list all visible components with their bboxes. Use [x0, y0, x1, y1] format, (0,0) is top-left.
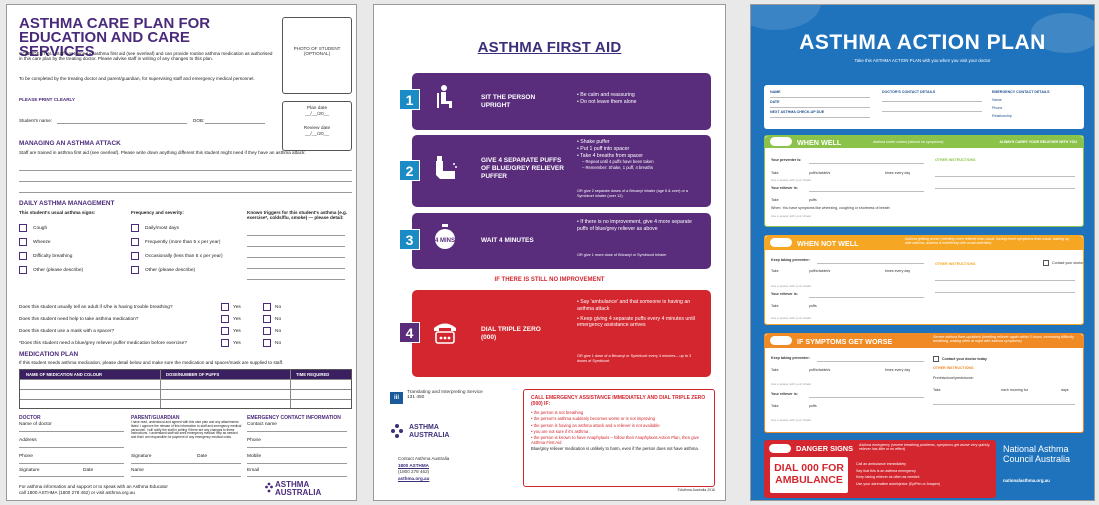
emergency-contact-label: EMERGENCY CONTACT DETAILS: [992, 90, 1050, 94]
step-1-card: [405, 73, 711, 130]
managing-line-3[interactable]: [19, 192, 352, 193]
phone-icon: [432, 318, 458, 346]
print-clearly-label: PLEASE PRINT CLEARLY: [19, 97, 75, 102]
step-4-number: 4: [399, 322, 420, 343]
call-emergency-footer: Blue/grey reliever medication is unlikely to harm, even if the person does not have asthma.: [531, 446, 699, 452]
question-label: *Does this student need a blue/grey reliever puffer medication before exercise?: [19, 341, 187, 346]
frequency-checkbox[interactable]: [131, 252, 139, 260]
no-label: No: [275, 329, 282, 334]
zone-description: Severe asthma flare-up/attack (needing reliever again within 3 hours, increasing difficulty breathing, waking often at night with asthma symptoms): [933, 335, 1075, 344]
no-checkbox[interactable]: [263, 339, 271, 347]
dial-000-box: DIAL 000 FOR AMBULANCE: [770, 457, 848, 493]
other-instructions-label: OTHER INSTRUCTIONS: [935, 262, 976, 266]
days-label: days: [1061, 388, 1069, 392]
med-col-name: NAME OF MEDICATION AND COLOUR: [26, 372, 103, 377]
zone-name: WHEN WELL: [797, 138, 842, 147]
no-label: No: [275, 305, 282, 310]
yes-checkbox[interactable]: [221, 315, 229, 323]
parent-date-label: Date: [197, 454, 208, 459]
no-checkbox[interactable]: [263, 327, 271, 335]
completed-by-text: To be completed by the treating doctor and parent/guardian, for supervising staff and emergency medical personnel.: [19, 76, 255, 81]
step-3-text: • If there is no improvement, give 4 more separate puffs of blue/grey reliever as above: [577, 219, 692, 232]
national-asthma-council-logo: [1003, 445, 1091, 483]
asthma-australia-logo-icon: [390, 423, 404, 439]
yes-label: Yes: [233, 305, 241, 310]
call-emergency-list: • the person is not breathing • the person's asthma suddenly becomes worse or is not improving • the person is having an asthma attack and a reliever is not available • you are not sure if it's asthma • the person is known to have Anaphylaxis – follow their Anaphylaxis Action Plan, then give Asthma First Aid: [531, 410, 699, 446]
take-label: Take: [771, 304, 779, 308]
managing-line-2[interactable]: [19, 181, 352, 182]
zone-badge-icon: [770, 336, 792, 345]
step-3-note: OR give 1 more dose of Bricanyl or Symbicort inhaler: [577, 253, 667, 257]
emergency-field-label: Phone: [247, 438, 261, 443]
doctor-field-label: Signature: [19, 468, 40, 473]
column-divider: [290, 370, 291, 408]
med-col-dose: DOSE/NUMBER OF PUFFS: [166, 372, 220, 377]
when-symptoms-text: When: You have symptoms like wheezing, coughing or shortness of breath: [771, 206, 890, 210]
emergency-contact-field[interactable]: [247, 431, 347, 432]
other-instructions-field[interactable]: [935, 292, 1075, 293]
info-field-label: NAME: [770, 90, 781, 94]
zone-description: Asthma under control (almost no symptoms): [873, 140, 944, 144]
doctor-heading: DOCTOR: [19, 415, 41, 421]
step-2-line: Put 1 puff into spacer: [580, 145, 630, 152]
doctor-contact-field[interactable]: [882, 111, 982, 112]
danger-signs-zone: [764, 440, 996, 498]
other-instructions-field[interactable]: [935, 176, 1075, 177]
review-date-field[interactable]: __/__/20__: [304, 132, 329, 137]
triggers-line[interactable]: [247, 268, 345, 269]
asthma-australia-logo: ASTHMA AUSTRALIA: [409, 424, 450, 439]
when-well-header: [765, 136, 1083, 148]
preventer-field[interactable]: [809, 163, 924, 164]
dose-unit-label: puffs: [809, 198, 817, 202]
dob-field[interactable]: [205, 123, 265, 124]
reliever-field[interactable]: [809, 191, 924, 192]
first-aid-title: ASTHMA FIRST AID: [477, 39, 622, 56]
managing-line-1[interactable]: [19, 170, 352, 171]
table-row[interactable]: [20, 379, 351, 389]
frequency-label: times every day: [885, 368, 911, 372]
reliever-field[interactable]: [809, 297, 924, 298]
question-label: Does this student usually tell an adult if s/he is having trouble breathing?: [19, 305, 173, 310]
step-1-line: Be calm and reassuring: [580, 92, 635, 98]
call-item: the person is not breathing: [533, 410, 584, 415]
call-item: the person is known to have Anaphylaxis – follow their Anaphylaxis Action Plan, then give Asthma First Aid: [531, 435, 699, 446]
puffer-icon: [432, 155, 458, 183]
triggers-line[interactable]: [247, 279, 345, 280]
doctor-contact-label: DOCTOR'S CONTACT DETAILS: [882, 90, 936, 94]
take-label: Take: [771, 368, 779, 372]
step-2-number: 2: [399, 160, 420, 181]
danger-description: Asthma emergency (severe breathing problems, symptoms get worse very quickly, reliever has little or no effect): [859, 443, 991, 452]
confidential-text: CONFIDENTIAL: Staff are trained in asthma first aid (see overleaf) and can provide routine asthma medication as authorised in this care plan by the treating doctor. Please advise staff in writing of any changes to this plan.: [19, 51, 273, 62]
keep-preventer-label: Keep taking preventer:: [771, 258, 810, 262]
step-2-line: Take 4 breaths from spacer: [580, 152, 644, 159]
emergency-mobile-field[interactable]: [247, 463, 347, 464]
step-1-number: 1: [399, 89, 420, 110]
preventer-field[interactable]: [817, 263, 924, 264]
first-aid-contact: [398, 456, 449, 482]
frequency-label: Daily/most days: [145, 226, 179, 231]
danger-list: [856, 461, 940, 487]
info-field-label: DATE: [770, 100, 780, 104]
danger-item: Keep taking reliever as often as needed: [856, 475, 920, 479]
question-label: Does this student use a mask with a spacer?: [19, 329, 115, 334]
org-website[interactable]: nationalasthma.org.au: [1003, 478, 1050, 483]
asthma-australia-logo-icon: [265, 482, 274, 494]
triggers-heading: Known triggers for this student's asthma (e.g. exercise*, colds/flu, smoke) — please detail:: [247, 210, 348, 221]
doctor-signature-field[interactable]: [19, 476, 124, 477]
danger-title: DANGER SIGNS: [796, 444, 854, 453]
sign-checkbox[interactable]: [19, 252, 27, 260]
yes-label: Yes: [233, 341, 241, 346]
parent-signature-field[interactable]: [131, 463, 241, 464]
prednisolone-label: Prednisolone/prednisone:: [933, 376, 974, 380]
parent-name-field[interactable]: [131, 476, 241, 477]
daily-heading: DAILY ASTHMA MANAGEMENT: [19, 200, 115, 207]
step-4-note: OR give 1 dose of a Bricanyl or Symbicort every 4 minutes – up to 3 doses of Symbicort: [577, 354, 692, 363]
medication-table-header: [20, 370, 351, 379]
step-1-line: Do not leave them alone: [580, 98, 637, 105]
other-instructions-label: OTHER INSTRUCTIONS: [935, 158, 976, 162]
emergency-field-label: Contact name: [247, 422, 277, 427]
medication-table: [19, 369, 352, 409]
doctor-date-label: Date: [83, 468, 94, 473]
emergency-field-label: Phone: [992, 106, 1003, 110]
sign-label: Cough: [33, 226, 48, 231]
column-divider: [160, 370, 161, 408]
care-plan-page: [6, 4, 357, 501]
photo-box[interactable]: [282, 17, 352, 94]
spacer-option[interactable]: Use a spacer with your inhaler: [771, 214, 812, 218]
call-item: the person is having an asthma attack and a reliever is not available: [533, 422, 660, 428]
yes-label: Yes: [233, 329, 241, 334]
reliever-label: Your reliever is:: [771, 186, 798, 190]
other-instructions-label: OTHER INSTRUCTIONS: [933, 366, 974, 370]
when-well-zone: [764, 135, 1084, 227]
spacer-option[interactable]: Use a spacer with your inhaler: [771, 178, 812, 182]
when-not-well-header: [765, 236, 1083, 250]
step-2-text: • Shake puffer • Put 1 puff into spacer • Take 4 breaths from spacer – Repeat until 4 puffs have been taken – Remember: Shake, 1 puff, 4 breaths: [577, 139, 654, 170]
zone-badge-icon: [770, 137, 792, 146]
frequency-label: times every day: [885, 269, 911, 273]
details-card: [764, 85, 1084, 129]
frequency-heading: Frequency and severity:: [131, 210, 184, 215]
medication-text: If this student needs asthma medication, please detail below and make sure the medication and spacer/mask are supplied to staff.: [19, 360, 284, 365]
frequency-label: Occasionally (less than 5 x per year): [145, 254, 223, 259]
tis-name: Translating and Interpreting Service: [407, 390, 483, 395]
emergency-field-label: Mobile: [247, 454, 262, 459]
triggers-line[interactable]: [247, 246, 345, 247]
asthma-australia-logo: ASTHMA AUSTRALIA: [275, 480, 322, 497]
dose-unit-label: puffs: [809, 304, 817, 308]
danger-item: Use your adrenaline autoinjector (EpiPen or Anapen): [856, 481, 941, 486]
doctor-field-label: Name of doctor: [19, 422, 52, 427]
parent-text: I have read, understood and agreed with this care plan and any attachments listed. I approve the release of this information to staff and emergency medical personnel. I will notify the staff in writing if there are any changes to these instructions. I understand staff will seek emergency medical help as needed and that I am responsible for payment of any emergency medical costs.: [131, 420, 242, 440]
frequency-checkbox[interactable]: [131, 266, 139, 274]
dose-unit-label: puff/s/tablet/s: [809, 171, 831, 175]
review-date-label: Review date: [303, 126, 331, 131]
date-field[interactable]: [770, 107, 870, 108]
keep-preventer-label: Keep taking preventer:: [771, 356, 810, 360]
spacer-option[interactable]: Use a spacer with your inhaler: [771, 382, 812, 386]
managing-heading: MANAGING AN ASTHMA ATTACK: [19, 140, 121, 147]
frequency-label: Frequently (more than 5 x per year): [145, 240, 221, 245]
tis-icon: iii: [390, 392, 403, 404]
take-label: Take: [771, 171, 779, 175]
table-row[interactable]: [20, 399, 351, 409]
symptoms-worse-header: [765, 334, 1083, 348]
footer-info: For asthma information and support or to speak with an Asthma Educator: [19, 484, 168, 489]
frequency-label: Other (please describe): [145, 268, 196, 273]
sign-checkbox[interactable]: [19, 238, 27, 246]
action-plan-subtitle: Take this ASTHMA ACTION PLAN with you when you visit your doctor: [854, 58, 991, 63]
when-not-well-zone: [764, 235, 1084, 325]
spacer-option[interactable]: Use a spacer with your inhaler: [771, 418, 812, 422]
frequency-label: times every day: [885, 171, 911, 175]
sign-label: Other (please describe): [33, 268, 84, 273]
doctor-address-field[interactable]: [19, 447, 124, 448]
symptoms-worse-zone: [764, 333, 1084, 433]
emergency-field-label: Relationship: [992, 114, 1012, 118]
name-field[interactable]: [770, 97, 870, 98]
danger-item: Say that this is an asthma emergency: [856, 468, 916, 473]
dose-unit-label: puff/s/tablet/s: [809, 368, 831, 372]
step-4-line: Keep giving 4 separate puffs every 4 minutes until emergency assistance arrives: [577, 315, 695, 329]
doctor-field-label: Phone: [19, 454, 33, 459]
plan-date-label: Plan date: [306, 106, 328, 111]
emergency-heading: EMERGENCY CONTACT INFORMATION: [247, 415, 341, 421]
plan-dates-box: [282, 101, 352, 151]
sign-label: Difficulty breathing: [33, 254, 73, 259]
step-2-line: Shake puffer: [580, 139, 610, 145]
tis-text: [407, 390, 487, 401]
yes-label: Yes: [233, 317, 241, 322]
other-instructions-field[interactable]: [933, 404, 1075, 405]
take-label: Take: [771, 404, 779, 408]
call-item: the person's asthma suddenly becomes worse or is not improving: [533, 416, 656, 422]
contact-phone[interactable]: 1800 ASTHMA: [398, 462, 429, 468]
frequency-checkbox[interactable]: [131, 224, 139, 232]
triggers-line[interactable]: [247, 257, 345, 258]
parent-heading: PARENT/GUARDIAN: [131, 415, 180, 421]
step-4-card: [405, 290, 711, 377]
take-label: Take: [933, 388, 941, 392]
no-label: No: [275, 317, 282, 322]
dose-unit-label: puffs: [809, 404, 817, 408]
contact-doctor-checkbox[interactable]: [1043, 260, 1049, 266]
step-3-title: WAIT 4 MINUTES: [481, 237, 534, 244]
emergency-field-label: Email: [247, 468, 259, 473]
step-2-line: Remember: Shake, 1 puff, 4 breaths: [585, 164, 653, 170]
question-label: Does this student need help to take asthma medication?: [19, 317, 139, 322]
seated-person-icon: [432, 83, 458, 111]
spacer-option[interactable]: Use a spacer with your inhaler: [771, 316, 812, 320]
contact-label: Contact Asthma Australia: [398, 456, 450, 461]
call-emergency-title: CALL EMERGENCY ASSISTANCE IMMEDIATELY AND DIAL TRIPLE ZERO (000) IF:: [531, 395, 706, 407]
doctor-field-label: Address: [19, 438, 37, 443]
doctor-phone-field[interactable]: [19, 463, 124, 464]
signs-heading: This student's usual asthma signs:: [19, 210, 96, 215]
dob-label: DOB:: [193, 118, 205, 123]
step-3-number: 3: [399, 229, 420, 250]
care-plan-title: ASTHMA CARE PLAN FOR EDUCATION AND CARE SERVICES: [19, 15, 211, 60]
no-label: No: [275, 341, 282, 346]
take-label: Take: [771, 198, 779, 202]
plan-date-field[interactable]: __/__/20__: [304, 112, 329, 117]
table-row[interactable]: [20, 389, 351, 399]
emergency-phone-field[interactable]: [247, 447, 347, 448]
other-instructions-field[interactable]: [935, 188, 1075, 189]
step-4-title: DIAL TRIPLE ZERO (000): [481, 326, 541, 341]
step-2-card: [405, 135, 711, 207]
checkup-field[interactable]: [770, 117, 870, 118]
footer-call: call 1800 ASTHMA (1800 278 462) or visit asthma.org.au: [19, 490, 135, 495]
step-4-text: • Say 'ambulance' and that someone is having an asthma attack • Keep giving 4 separate puffs every 4 minutes until emergency assistance arrives: [577, 299, 695, 329]
step-3-card: [405, 213, 711, 269]
medication-heading: MEDICATION PLAN: [19, 351, 79, 358]
contact-doctor-label: Contact your doctor: [1052, 261, 1084, 265]
contact-website-link[interactable]: asthma.org.au: [398, 475, 430, 481]
no-checkbox[interactable]: [263, 315, 271, 323]
dose-unit-label: puff/s/tablet/s: [809, 269, 831, 273]
step-1-title: SIT THE PERSON UPRIGHT: [481, 94, 536, 109]
sign-checkbox[interactable]: [19, 266, 27, 274]
reliever-field[interactable]: [809, 397, 924, 398]
students-name-label: Student's name:: [19, 118, 53, 123]
first-aid-copyright: ©Asthma Australia 2016: [677, 488, 715, 492]
zone-badge-icon: [769, 444, 791, 453]
yes-checkbox[interactable]: [221, 327, 229, 335]
contact-phone-number: (1800 278 462): [398, 469, 430, 474]
sign-checkbox[interactable]: [19, 224, 27, 232]
step-3-line: If there is no improvement, give 4 more separate puffs of blue/grey reliever as above: [577, 219, 692, 232]
spacer-option[interactable]: Use a spacer with your inhaler: [771, 284, 812, 288]
preventer-field[interactable]: [817, 361, 924, 362]
timer-icon: [432, 223, 458, 251]
parent-field-label: Name: [131, 468, 144, 473]
step-2-note: OR give 2 separate doses of a Bricanyl inhaler (age 6 & over) or a Symbicort inhaler (over 12): [577, 189, 689, 198]
action-plan-title: ASTHMA ACTION PLAN: [799, 31, 1046, 54]
zone-description: Asthma getting worse (needing more reliever than usual, having more symptoms than usual, waking up with asthma, asthma is interfering with usual activities): [905, 237, 1069, 246]
emergency-field-label: Name: [992, 98, 1002, 102]
step-2-title: GIVE 4 SEPARATE PUFFS OF BLUE/GREY RELIEVER PUFFER: [481, 157, 564, 180]
danger-item: Call an ambulance immediately: [856, 462, 906, 466]
triggers-line[interactable]: [247, 235, 345, 236]
org-name: National Asthma Council Australia: [1003, 444, 1071, 464]
parent-field-label: Signature: [131, 454, 152, 459]
take-label: Take: [771, 269, 779, 273]
no-checkbox[interactable]: [263, 303, 271, 311]
yes-checkbox[interactable]: [221, 303, 229, 311]
step-4-line: Say 'ambulance' and that someone is having an asthma attack: [577, 299, 691, 312]
contact-doctor-today-label: Contact your doctor today: [942, 357, 987, 361]
first-aid-page: [373, 4, 726, 501]
reliever-label: Your reliever is:: [771, 292, 798, 296]
step-2-line: Repeat until 4 puffs have been taken: [585, 159, 654, 165]
decorative-cloud: [750, 4, 821, 30]
managing-text: Staff are trained in asthma first aid (see overleaf). Please write down anything different this student might need if they have an asthma attack:: [19, 150, 306, 155]
doctor-name-field[interactable]: [19, 431, 124, 432]
other-instructions-field[interactable]: [935, 280, 1075, 281]
zone-reminder: ALWAYS CARRY YOUR RELIEVER WITH YOU: [999, 140, 1077, 144]
no-improvement-banner: IF THERE IS STILL NO IMPROVEMENT: [494, 277, 605, 283]
tis-phone: 131 450: [407, 395, 425, 401]
call-emergency-box: [523, 389, 715, 487]
zone-name: WHEN NOT WELL: [797, 239, 859, 248]
info-field-label: NEXT ASTHMA CHECK-UP DUE: [770, 110, 825, 114]
action-plan-page: [750, 4, 1095, 501]
step-1-text: • Be calm and reassuring • Do not leave them alone: [577, 92, 637, 105]
preventer-label: Your preventer is:: [771, 158, 802, 162]
students-name-field[interactable]: [57, 123, 187, 124]
call-item: you are not sure if it's asthma: [533, 428, 589, 434]
zone-name: IF SYMPTOMS GET WORSE: [797, 337, 893, 346]
sign-label: Wheeze: [33, 240, 51, 245]
timer-label: 4 MINS: [434, 238, 456, 244]
reliever-label: Your reliever is:: [771, 392, 798, 396]
med-col-time: TIME REQUIRED: [296, 372, 330, 377]
zone-badge-icon: [770, 238, 792, 247]
doctor-contact-field[interactable]: [882, 101, 982, 102]
photo-label: PHOTO OF STUDENT (OPTIONAL): [293, 46, 341, 56]
frequency-checkbox[interactable]: [131, 238, 139, 246]
yes-checkbox[interactable]: [221, 339, 229, 347]
emergency-email-field[interactable]: [247, 476, 347, 477]
each-morning-label: each morning for: [1001, 388, 1028, 392]
contact-doctor-today-checkbox[interactable]: [933, 356, 939, 362]
